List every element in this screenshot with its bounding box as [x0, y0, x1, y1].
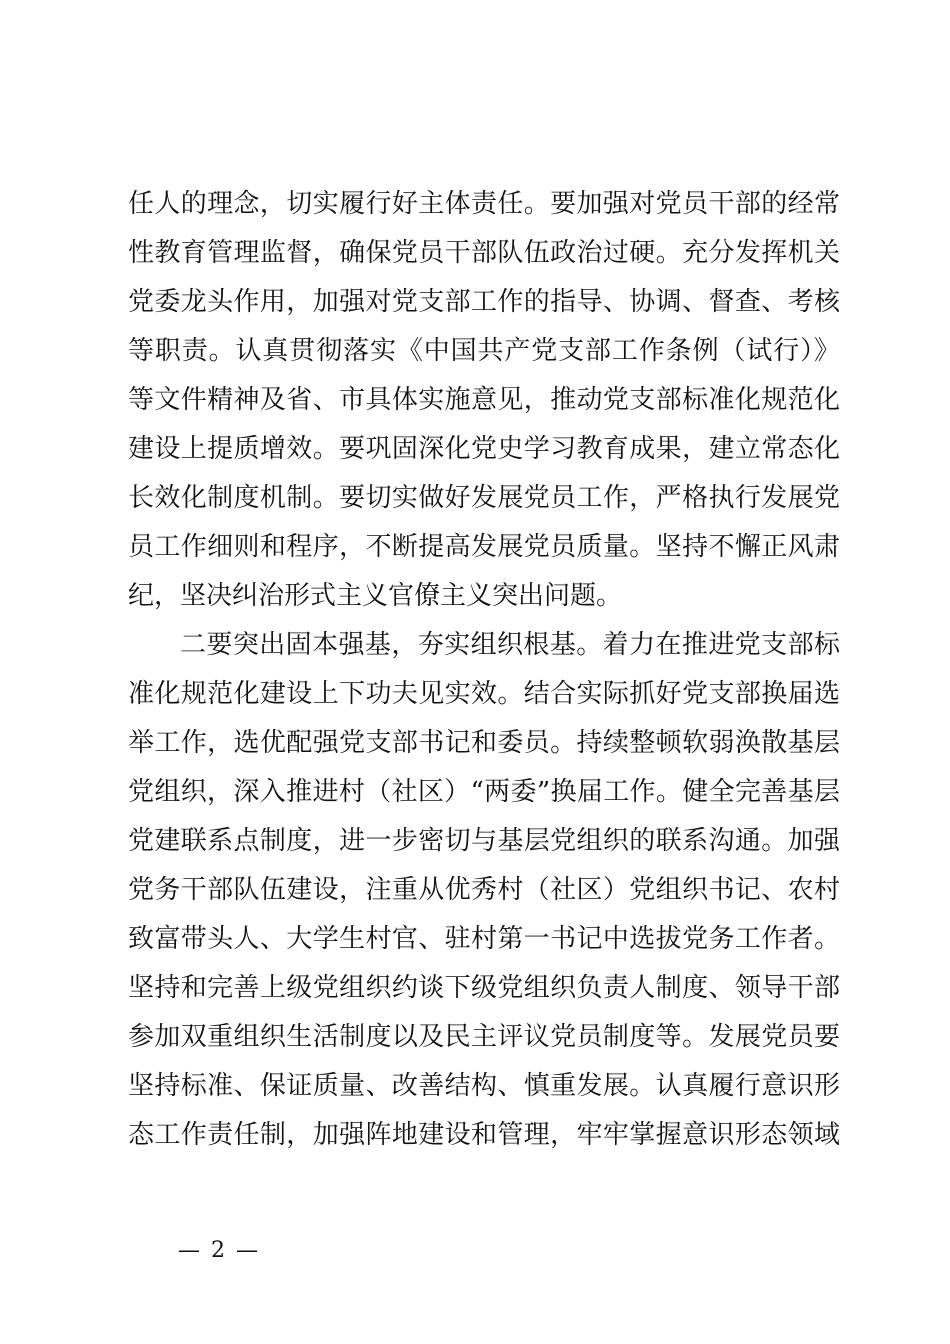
text-line: 等职责。认真贯彻落实《中国共产党支部工作条例（试行）》: [128, 336, 840, 366]
text-line: 任人的理念，切实履行好主体责任。要加强对党员干部的经常: [128, 189, 840, 219]
text-line: 党组织，深入推进村（社区）“两委”换届工作。健全完善基层: [128, 777, 840, 807]
text-line: 态工作责任制，加强阵地建设和管理，牢牢掌握意识形态领域: [128, 1120, 840, 1150]
text-line: 参加双重组织生活制度以及民主评议党员制度等。发展党员要: [128, 1022, 840, 1052]
body-text: [128, 180, 840, 1160]
paragraph-first-line: 二要突出固本强基，夯实组织根基。着力在推进党支部标: [180, 630, 840, 660]
text-line: 坚持标准、保证质量、改善结构、慎重发展。认真履行意识形: [128, 1071, 840, 1101]
text-line: 党建联系点制度，进一步密切与基层党组织的联系沟通。加强: [128, 826, 840, 856]
text-line: 党委龙头作用，加强对党支部工作的指导、协调、督查、考核: [128, 287, 840, 317]
text-line: 等文件精神及省、市具体实施意见，推动党支部标准化规范化: [128, 385, 840, 415]
text-line: 长效化制度机制。要切实做好发展党员工作，严格执行发展党: [128, 483, 840, 513]
text-line: 致富带头人、大学生村官、驻村第一书记中选拔党务工作者。: [128, 924, 840, 954]
text-line: 党务干部队伍建设，注重从优秀村（社区）党组织书记、农村: [128, 875, 840, 905]
text-line: 准化规范化建设上下功夫见实效。结合实际抓好党支部换届选: [128, 679, 840, 709]
text-line: 员工作细则和程序，不断提高发展党员质量。坚持不懈正风肃: [128, 532, 840, 562]
text-line: 建设上提质增效。要巩固深化党史学习教育成果，建立常态化: [128, 434, 840, 464]
text-line: 坚持和完善上级党组织约谈下级党组织负责人制度、领导干部: [128, 973, 840, 1003]
text-line: 性教育管理监督，确保党员干部队伍政治过硬。充分发挥机关: [128, 238, 840, 268]
text-line: 举工作，选优配强党支部书记和委员。持续整顿软弱涣散基层: [128, 728, 840, 758]
page-number: — 2 —: [178, 1238, 260, 1263]
text-line: 纪，坚决纠治形式主义官僚主义突出问题。: [128, 581, 623, 611]
